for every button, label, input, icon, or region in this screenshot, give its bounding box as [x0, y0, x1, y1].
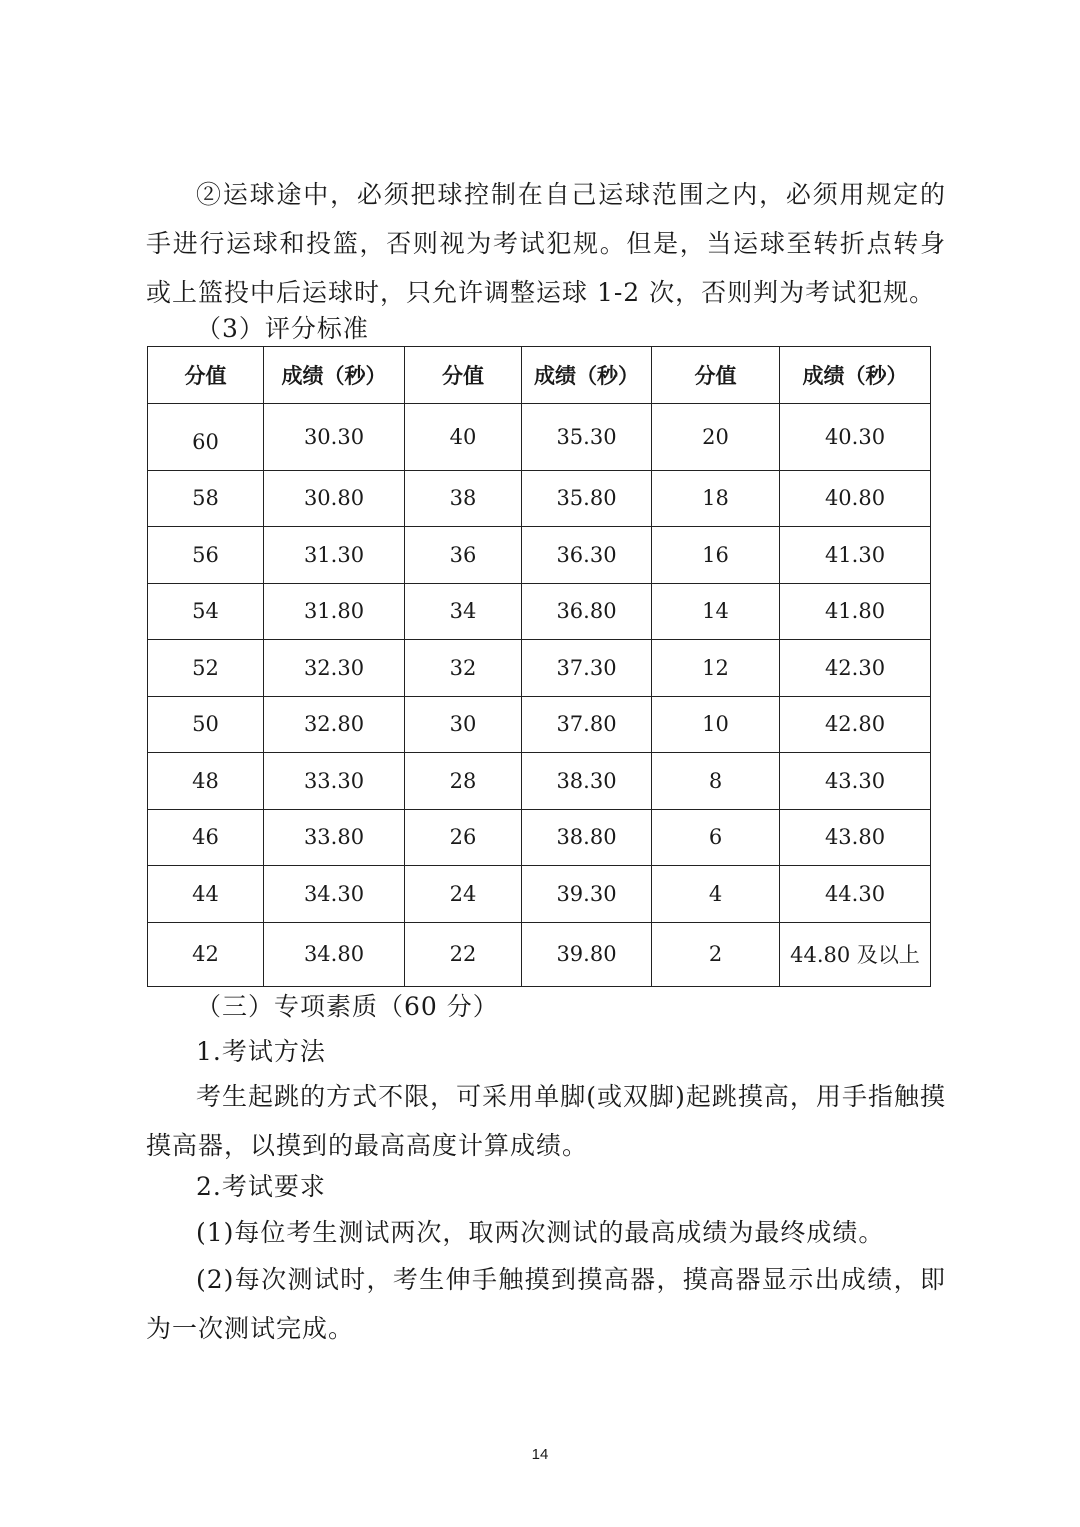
table-cell: 40.80 — [780, 470, 931, 527]
table-cell: 40.30 — [780, 404, 931, 471]
table-cell: 37.80 — [522, 696, 652, 753]
table-cell: 12 — [652, 640, 780, 697]
table-cell: 30.80 — [264, 470, 405, 527]
table-cell: 56 — [148, 527, 264, 584]
table-cell: 32.30 — [264, 640, 405, 697]
table-row — [148, 470, 931, 527]
section-3-title: （三）专项素质（60 分） — [196, 992, 499, 1021]
table-cell: 44 — [148, 866, 264, 923]
table-cell: 20 — [652, 404, 780, 471]
table-cell: 40 — [405, 404, 522, 471]
header-score-2: 分值 — [405, 347, 522, 404]
table-cell: 35.30 — [522, 404, 652, 471]
header-time-1: 成绩（秒） — [264, 347, 405, 404]
table-cell: 31.30 — [264, 527, 405, 584]
table-cell: 31.80 — [264, 583, 405, 640]
table-cell: 28 — [405, 753, 522, 810]
table-cell: 50 — [148, 696, 264, 753]
page-number: 14 — [531, 1446, 549, 1463]
table-row — [148, 527, 931, 584]
intro-paragraph: ②运球途中，必须把球控制在自己运球范围之内，必须用规定的手进行运球和投篮，否则视为考试犯规。但是，当运球至转折点转身或上篮投中后运球时，只允许调整运球 1-2 次，否则判为考试犯规。 — [146, 180, 946, 307]
table-cell: 42.30 — [780, 640, 931, 697]
table-cell: 41.80 — [780, 583, 931, 640]
table-cell: 44.80 及以上 — [780, 922, 931, 986]
header-time-2: 成绩（秒） — [522, 347, 652, 404]
table-cell: 58 — [148, 470, 264, 527]
table-cell: 34 — [405, 583, 522, 640]
table-cell: 32 — [405, 640, 522, 697]
table-cell: 16 — [652, 527, 780, 584]
table-cell: 36.80 — [522, 583, 652, 640]
table-cell: 38 — [405, 470, 522, 527]
table-cell: 33.80 — [264, 809, 405, 866]
table-row — [148, 696, 931, 753]
method-title: 1.考试方法 — [196, 1037, 326, 1066]
table-cell: 33.30 — [264, 753, 405, 810]
table-cell: 43.80 — [780, 809, 931, 866]
header-score-1: 分值 — [148, 347, 264, 404]
table-header-row — [148, 347, 931, 404]
table-cell: 26 — [405, 809, 522, 866]
table-row — [148, 640, 931, 697]
table-cell: 34.80 — [264, 922, 405, 986]
table-cell: 60 — [148, 404, 264, 471]
table-cell: 2 — [652, 922, 780, 986]
table-cell: 38.80 — [522, 809, 652, 866]
requirements-title: 2.考试要求 — [196, 1172, 326, 1201]
table-cell: 42 — [148, 922, 264, 986]
table-cell: 39.30 — [522, 866, 652, 923]
table-row — [148, 866, 931, 923]
table-cell: 14 — [652, 583, 780, 640]
table-cell: 38.30 — [522, 753, 652, 810]
table-row — [148, 583, 931, 640]
table-cell: 36.30 — [522, 527, 652, 584]
table-cell: 36 — [405, 527, 522, 584]
table-cell: 42.80 — [780, 696, 931, 753]
table-cell: 52 — [148, 640, 264, 697]
header-time-3: 成绩（秒） — [780, 347, 931, 404]
table-cell: 41.30 — [780, 527, 931, 584]
table-cell: 48 — [148, 753, 264, 810]
table-cell: 34.30 — [264, 866, 405, 923]
table-cell: 6 — [652, 809, 780, 866]
table-cell: 18 — [652, 470, 780, 527]
table-cell: 10 — [652, 696, 780, 753]
table-cell: 46 — [148, 809, 264, 866]
table-cell: 4 — [652, 866, 780, 923]
table-cell: 44.30 — [780, 866, 931, 923]
table-cell: 54 — [148, 583, 264, 640]
method-text: 考生起跳的方式不限，可采用单脚(或双脚)起跳摸高，用手指触摸摸高器，以摸到的最高高度计算成绩。 — [146, 1082, 946, 1160]
table-row — [148, 809, 931, 866]
table-row — [148, 404, 931, 471]
table-cell: 35.80 — [522, 470, 652, 527]
table-cell: 43.30 — [780, 753, 931, 810]
table-cell: 8 — [652, 753, 780, 810]
table-cell: 39.80 — [522, 922, 652, 986]
requirement-2: (2)每次测试时，考生伸手触摸到摸高器，摸高器显示出成绩，即为一次测试完成。 — [146, 1265, 946, 1343]
scoring-heading: （3）评分标准 — [196, 314, 369, 343]
table-cell: 30.30 — [264, 404, 405, 471]
requirement-1: (1)每位考生测试两次，取两次测试的最高成绩为最终成绩。 — [196, 1218, 885, 1247]
table-cell: 32.80 — [264, 696, 405, 753]
table-row — [148, 753, 931, 810]
table-cell: 22 — [405, 922, 522, 986]
table-cell: 30 — [405, 696, 522, 753]
scoring-table — [147, 346, 931, 987]
table-cell: 37.30 — [522, 640, 652, 697]
table-cell: 24 — [405, 866, 522, 923]
table-row — [148, 922, 931, 986]
header-score-3: 分值 — [652, 347, 780, 404]
